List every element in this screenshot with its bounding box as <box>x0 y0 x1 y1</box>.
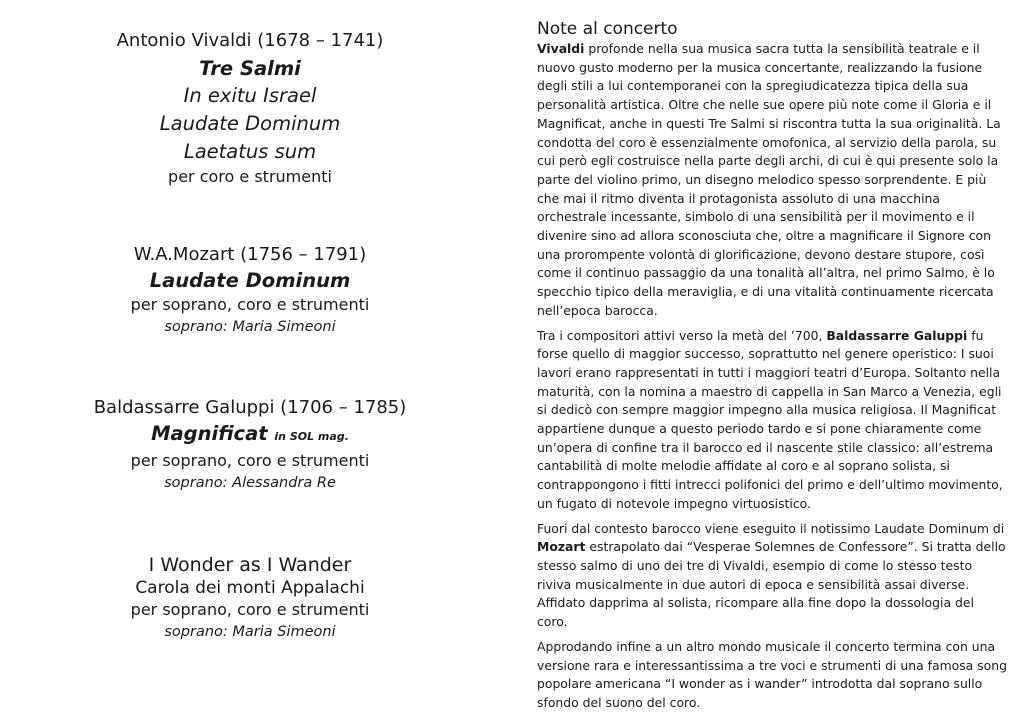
key-signature: in SOL mag. <box>274 430 349 443</box>
soloist: soprano: Maria Simeoni <box>164 319 336 335</box>
program-column <box>0 0 500 723</box>
program-item-mozart <box>0 244 500 338</box>
paragraph-text: fu forse quello di maggior successo, soprattutto nel genere operistico: I suoi lavori erano rappresentati in tutti i maggiori teatri d’Europa. Soltanto nella maturità, con la nomina a maestro di cappella in San Marco a Venezia, egli si dedicò con sempre maggior impegno alla musica religiosa. Il Magnificat appartiene dunque a questo periodo tardo e si pone chiaramente come un’opera di confine tra il barocco ed il nascente stile classico: all’estrema cantabilità di molte melodie affidate al coro e al soprano solista, si contrappongono i fitti intrecci polifonici del primo e dell’ultimo movimento, un fugato di notevole impegno virtuosistico. <box>537 327 1003 511</box>
psalm-title: Laetatus sum <box>183 140 317 163</box>
paragraph-text: profonde nella sua musica sacra tutta la sensibilità teatrale e il nuovo gusto moderno per la musica concertante, realizzando la fusione degli stili a lui contemporanei con la spregiudicatezza tipica della sua personalità artistica. Oltre che nelle sue opere più note come il Gloria e il Magnificat, anche in questi Tre Salmi si riscontra tutta la sua originalità. La condotta del coro è essenzialmente omofonica, al servizio della parola, su cui però egli costruisce nella parte degli archi, di cui è qui presente solo la parte del violino primo, un disegno melodico spesso sorprendente. E più che mai il ritmo diventa il protagonista assoluto di una macchina orchestrale incessante, simbolo di una sensibilità per il movimento e il divenire sino ad allora sconosciuta che, oltre a magnificare il Signore con una prorompente volontà di glorificazione, devono destare stupore, così come il continuo passaggio da una tonalità all’altra, nel primo Salmo, è lo specchio tipico della meraviglia, e di una vitalità continuamente ricercata nell’epoca barocca. <box>537 41 1001 318</box>
concert-notes <box>537 18 1007 719</box>
psalm-title: In exitu Israel <box>183 84 317 107</box>
work-title: Laudate Dominum <box>149 269 351 292</box>
performing-forces: per soprano, coro e strumenti <box>130 295 370 314</box>
composer-highlight: Baldassarre Galuppi <box>826 327 968 343</box>
paragraph-text: Fuori dal contesto barocco viene eseguito il notissimo Laudate Dominum di <box>537 520 1005 536</box>
program-item-wonder <box>0 553 500 643</box>
work-title <box>0 421 500 450</box>
performing-forces: per soprano, coro e strumenti <box>130 600 370 619</box>
notes-paragraph-galuppi <box>537 327 1007 514</box>
paragraph-text: estrapolato dai “Vesperae Solemnes de Confessore”. Si tratta dello stesso salmo di uno dei tre di Vivaldi, esempio di come lo stesso testo riviva musicalmente in due autori di epoca e sensibilità assai diverse. Affidato dapprima al solista, ricompare alla fine dopo la dossologia del coro. <box>537 539 1006 630</box>
program-item-vivaldi <box>0 30 500 188</box>
composer-name: Antonio Vivaldi (1678 – 1741) <box>116 30 384 51</box>
soloist: soprano: Alessandra Re <box>164 475 336 491</box>
notes-heading: Note al concerto <box>537 19 678 39</box>
composer-name: W.A.Mozart (1756 – 1791) <box>133 244 367 265</box>
work-title: I Wonder as I Wander <box>148 554 352 576</box>
work-subtitle: Carola dei monti Appalachi <box>135 578 365 598</box>
work-title: Tre Salmi <box>199 57 301 80</box>
notes-paragraph-vivaldi <box>537 40 1007 321</box>
notes-paragraph-wonder: Approdando infine a un altro mondo musicale il concerto termina con una versione rara e interessantissima a tre voci e strumenti di una famosa song popolare americana “I wonder as i wander” introdotta dal soprano sullo sfondo del suono del coro. <box>537 638 1007 710</box>
composer-name: Baldassarre Galuppi (1706 – 1785) <box>93 397 407 418</box>
notes-paragraph-mozart <box>537 520 1007 632</box>
performing-forces: per coro e strumenti <box>168 167 332 186</box>
work-title-text: Magnificat <box>151 422 268 445</box>
paragraph-text: Tra i compositori attivi verso la metà del ’700, <box>537 327 827 343</box>
composer-highlight: Vivaldi <box>537 41 585 56</box>
program-item-galuppi <box>0 397 500 494</box>
performing-forces: per soprano, coro e strumenti <box>130 451 370 470</box>
psalm-title: Laudate Dominum <box>159 112 341 135</box>
composer-highlight: Mozart <box>537 539 586 555</box>
soloist: soprano: Maria Simeoni <box>164 624 336 640</box>
